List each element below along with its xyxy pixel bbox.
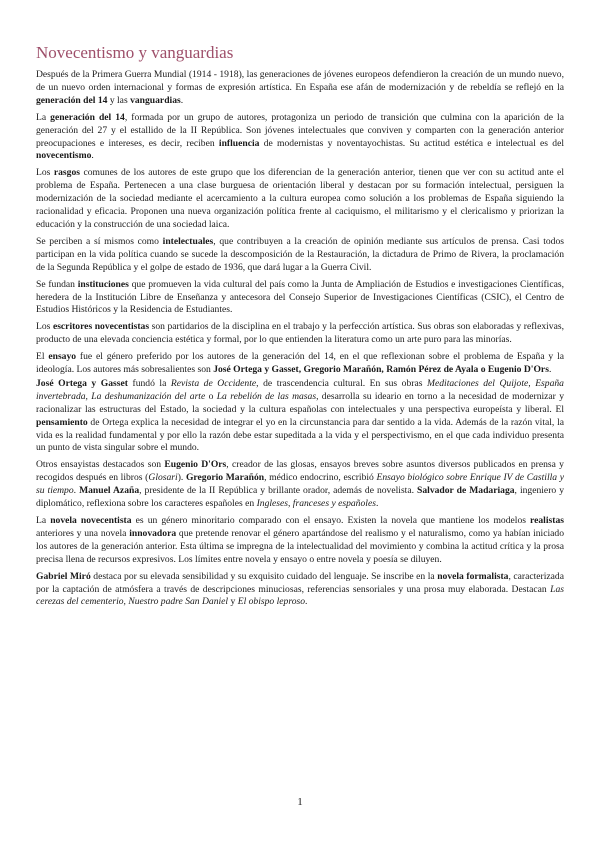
bold-term: Manuel Azaña [79,485,140,497]
text-run: Los [36,321,53,333]
bold-term: Eugenio D'Ors [164,459,227,471]
text-run: Después de la Primera Guerra Mundial (1914 - 1918), las generaciones de jóvenes europeos defendieron la creación de un mundo nuevo, de un nuevo orden internacional y formas de expresión artística. En España ese afán de modernización y de rebeldía se reflejó en la [36,69,564,93]
bold-term: novela formalista [437,570,509,582]
text-run: La [36,111,51,123]
text-run: . [73,485,80,497]
paragraph-escritores [36,321,564,347]
bold-term: realistas [530,515,564,526]
italic-title: Ensayo biológico sobre Enrique IV de Castilla y su tiempo [36,472,564,497]
text-run: que promueven la vida cultural del país como la Junta de Ampliación de Estudios e investigaciones Científicas, heredera de la Institución Libre de Enseñanza y antecesora del Consejo Superior de Investigaciones Científicas (CSIC), el Centro de Estudios Históricos y la Residencia de Estudiantes. [36,278,564,316]
bold-term: pensamiento [36,416,88,428]
text-run: ). [177,472,186,484]
page-title: Novecentismo y vanguardias [36,43,234,62]
text-run: , formada por un grupo de autores, protagoniza un periodo de transición que culmina con la aparición de la generación del 27 y el estallido de la II República. Son jóvenes intelectuales que conviven y comparten con la generación anterior preocupaciones e intereses, es decir, reciben [36,111,564,149]
text-run: destaca por su elevada sensibilidad y su exquisito cuidado del lenguaje. Se inscribe en la [90,570,438,582]
text-run: y [228,596,238,608]
paragraph-ensayo [36,351,564,377]
bold-term: novela novecentista [50,515,132,526]
page-number: 1 [297,796,303,808]
text-run: . [548,364,552,376]
bold-term: generación del 14 [50,111,125,123]
text-run: comunes de los autores de este grupo que los diferencian de la generación anterior, tienen que ver con su actitud ante el problema de España. Pertenecen a una clase burguesa de orientación liberal y destacan por su formación intelectual, persiguen la modernización de la sociedad mediante el acercamiento a la cultura europea como solución a los problemas de España siguiendo la racionalidad y eficacia. Proponen una nueva organización política frente al caciquismo, el militarismo y el clericalismo y priorizan la educación y la construcción de una sociedad laica. [36,167,564,230]
text-run: , que contribuyen a la creación de opinión mediante sus artículos de prensa. Casi todos participan en la vida política cuando se sucede la descomposición de la Restauración, la dictadura de Primo de Rivera, la proclamación de la Segunda República y el golpe de estado de 1936, que dará lugar a la Guerra Civil. [36,235,564,273]
paragraph-intro [36,69,564,108]
text-run: . [375,498,379,510]
paragraph-intelectuales [36,236,564,275]
bold-term: Salvador de Madariaga [417,485,515,497]
text-run: , presidente de la II República y brillante orador, además de novelista. [139,485,418,497]
text-run: Se perciben a sí mismos como [36,235,163,247]
text-run: anteriores y una novela [36,527,130,539]
text-run: Los [36,167,54,179]
text-run: o [205,390,217,402]
text-run: . [305,596,308,608]
bold-term: novecentismo [36,150,92,162]
text-run: , caracterizada por la captación de atmósfera a través de descripciones minuciosas, referencias sensoriales y una prosa muy elaborada. Destacan [36,570,564,595]
text-run: Otros ensayistas destacados son [36,459,165,471]
bold-term: ensayo [48,351,77,363]
italic-title: Glosari [148,472,178,484]
italic-title: Ingleses, franceses y españoles [256,498,376,510]
bold-term: intelectuales [162,235,214,247]
paragraph-otros-ensayistas [36,459,564,511]
italic-title: El obispo leproso [237,596,306,608]
bold-term: Gabriel Miró [36,570,91,582]
text-run: , desarrolla su ideario en torno a la necesidad de modernizar y racionalizar las estructuras del Estado, la sociedad y la cultura españolas con intelectuales y una perspectiva europeísta y liberal. El [36,390,564,415]
paragraph-ortega [36,378,564,455]
text-run: . [180,94,184,106]
paragraph-miro [36,571,564,610]
text-run: , ingeniero y diplomático, reflexiona sobre los caracteres españoles en [36,485,564,510]
bold-term: rasgos [53,167,80,179]
italic-title: Las cerezas del cementerio, Nuestro padre San Daniel [36,583,564,608]
text-run: que pretende renovar el género apartándose del realismo y el naturalismo, como ya habían iniciado los autores de la generación anterior. Esta última se impregna de la intelectualidad del movimiento y combina la actitud crítica y la prosa precisa llena de recursos expresivos. Los límites entre novela y ensayo o entre novela y poesía se diluyen. [36,527,564,565]
text-run: El [36,351,49,363]
text-run: es un género minoritario comparado con el ensayo. Existen la novela que mantiene los modelos [131,515,531,526]
text-run: fue el género preferido por los autores de la generación del 14, en el que reflexionan sobre el problema de España y la ideología. Los autores más sobresalientes son [36,351,564,376]
bold-term: José Ortega y Gasset, Gregorio Marañón, Ramón Pérez de Ayala o Eugenio D'Ors [213,364,549,376]
text-run: y las [107,94,131,106]
text-run: fundó la [127,377,171,389]
paragraph-generacion-14 [36,112,564,164]
text-run: Se fundan [36,278,78,290]
bold-term: influencia [218,137,260,149]
text-run: de Ortega explica la necesidad de integrar el yo en la circunstancia para dar sentido a la vida. Además de la razón vital, la vida es la realidad fundamental y por ello la razón debe estar supeditada a la vida y el perspectivismo, en el que cada individuo presenta un punto de vista singular sobre el mundo. [36,416,564,454]
text-run: , creador de las glosas, ensayos breves sobre asuntos diversos publicados en prensa y recogidos después en libros ( [36,459,564,484]
bold-term: instituciones [77,278,129,290]
text-run: . [91,150,94,162]
bold-term: innovadora [129,527,177,539]
text-run: son partidarios de la disciplina en el trabajo y la perfección artística. Sus obras son elaboradas y reflexivas, producto de una elevada conciencia estética y formal, por lo que entienden la literatura como un arte puro para las minorías. [36,321,564,346]
bold-term: generación del 14 [36,94,108,106]
document-body [36,42,564,613]
text-run: de modernistas y noventayochistas. Su actitud estética e intelectual es del [259,137,565,149]
text-run: La [36,515,51,526]
paragraph-rasgos [36,167,564,232]
paragraph-instituciones [36,279,564,318]
italic-title: Meditaciones del Quijote, España invertebrada, La deshumanización del arte [36,377,564,402]
bold-term: escritores novecentistas [52,321,150,333]
italic-title: La rebelión de las masas [216,390,317,402]
paragraph-novela [36,515,564,567]
text-run: , de trascendencia cultural. En sus obras [256,377,427,389]
bold-term: vanguardias [130,94,181,106]
bold-term: José Ortega y Gasset [36,377,128,389]
text-run: , médico endocrino, escribió [264,472,377,484]
italic-title: Revista de Occidente [170,377,257,389]
bold-term: Gregorio Marañón [185,472,265,484]
